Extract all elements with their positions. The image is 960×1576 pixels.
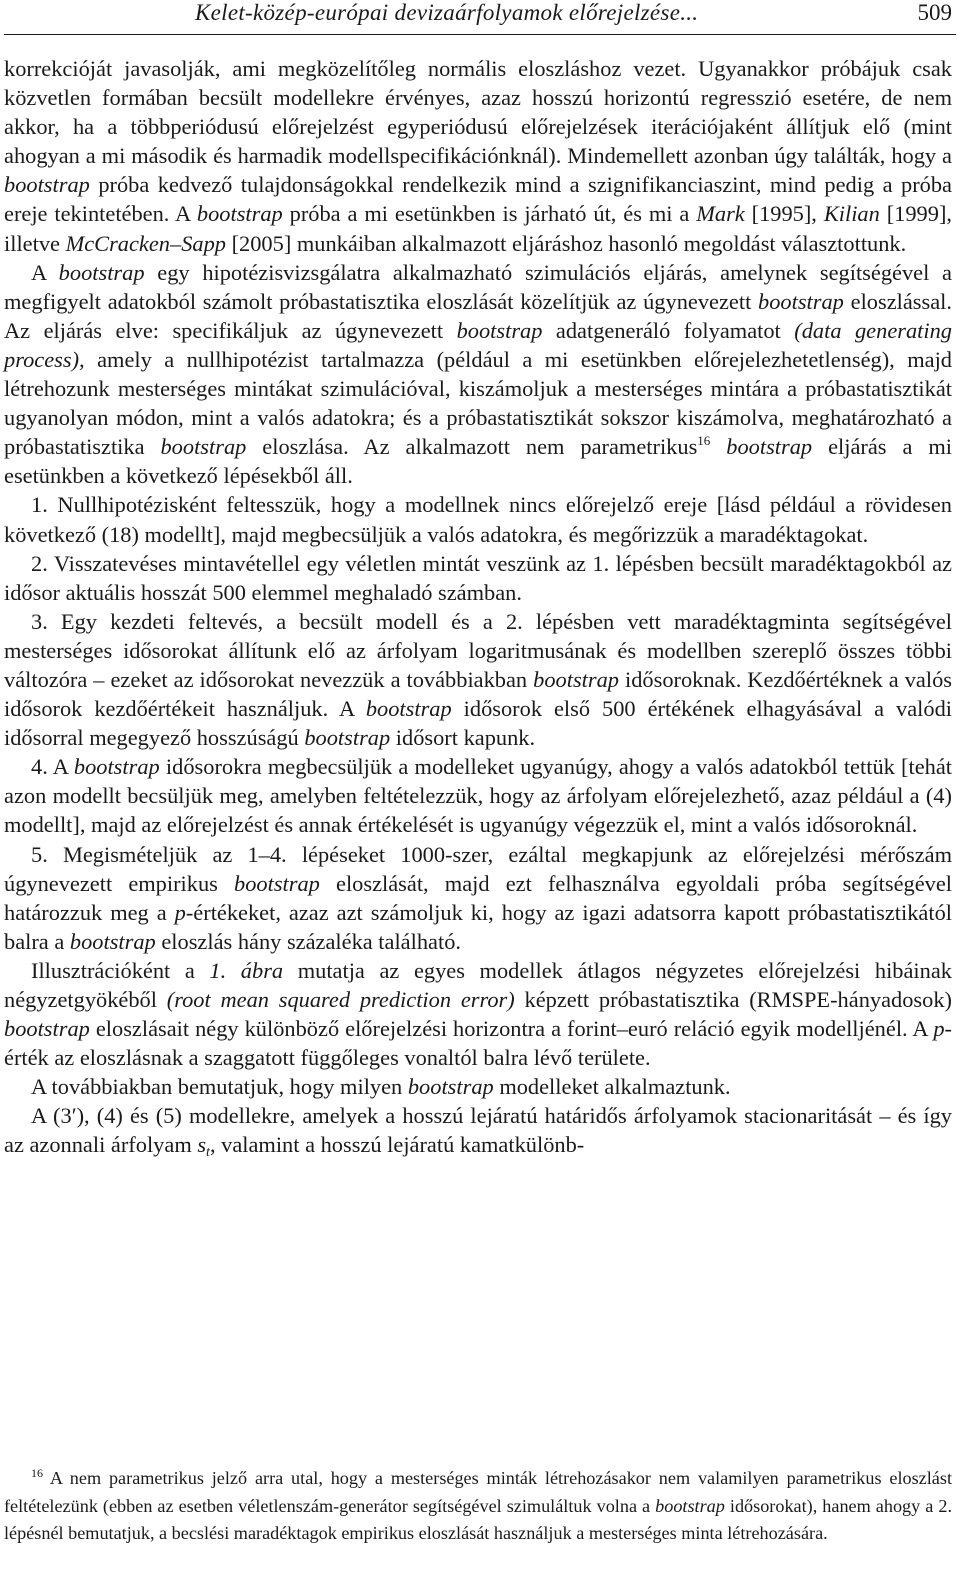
paragraph	[4, 1101, 952, 1159]
text-run: próba kedvező tulajdonságokkal rendelkezik mind a szignifikanciaszint, mind pedig a próba ereje tekintetében. A	[4, 172, 952, 227]
text-run: mutatja az egyes modellek átlagos négyzetes előrejelzési hibáinak négyzetgyökéből	[4, 957, 952, 1012]
footnote-ref: 16	[31, 1466, 43, 1480]
italic-text: bootstrap	[456, 317, 543, 343]
footnote-ref: 16	[697, 433, 711, 449]
text-run: eloszlását, majd ezt felhasználva egyoldali próba segítségével határozzuk meg a	[4, 870, 952, 925]
text-run: eloszlással. Az eljárás elve: specifikáljuk az úgynevezett	[4, 288, 952, 343]
text-run: idősorokra megbecsüljük a modelleket ugyanúgy, ahogy a valós adatokból tettük [tehát azon modellt becsüljük meg, amelyben feltételezzük, hogy az árfolyam előrejelezhető, azaz például a (4) modellt], majd az előrejelzést és annak értékelését is ugyanúgy végezzük el, mint a valós idősoroknál.	[4, 754, 952, 838]
header-rule	[4, 34, 956, 35]
paragraph	[4, 549, 952, 607]
italic-text: t	[206, 1145, 210, 1161]
text-run: A nem parametrikus jelző arra utal, hogy a mesterséges minták létrehozásakor nem valamilyen parametrikus eloszlást feltételezünk (ebben az esetben véletlenszám-generátor segítségével szimuláltuk volna a	[4, 1468, 952, 1516]
text-run: 5. Megismételjük az 1–4. lépéseket 1000-szer, ezáltal megkapjunk az előrejelzési mérőszám úgynevezett empirikus	[4, 841, 952, 896]
text-run: modelleket alkalmaztunk.	[493, 1074, 731, 1100]
italic-text: bootstrap	[533, 666, 619, 692]
paragraph	[4, 258, 952, 491]
text-run: 1. Nullhipotézisként feltesszük, hogy a modellnek nincs előrejelző ereje [lásd például a rövidesen következő (18) modellt], majd megbecsüljük a valós adatokra, és megőrizzük a maradéktagokat.	[4, 492, 952, 547]
paragraph	[4, 1072, 952, 1101]
text-run: Illusztrációként a	[31, 957, 210, 983]
text-run: eloszlása. Az alkalmazott nem parametrikus	[246, 434, 698, 460]
italic-text: s	[197, 1132, 207, 1158]
text-run: 3. Egy kezdeti feltevés, a becsült modell és a 2. lépésben vett maradéktagminta segítségével mesterséges idősorokat állítunk elő az árfolyam logaritmusának és modellben szereplő összes többi változóra – ezeket az idősorokat nevezzük a továbbiakban	[4, 608, 952, 692]
text-run: [1999], illetve	[4, 201, 952, 256]
italic-text: bootstrap	[407, 1074, 494, 1100]
text-run: 2. Visszatevéses mintavétellel egy véletlen mintát veszünk az 1. lépésben becsült maradéktagokból az idősor aktuális hosszát 500 elemmel meghaladó számban.	[4, 550, 952, 605]
body-text	[4, 54, 952, 1160]
text-run: idősoroknak. Kezdőértéknek a valós idősorok kezdőértékeit használjuk. A	[4, 666, 952, 722]
text-run: eloszlásait négy különböző előrejelzési horizontra a forint–euró reláció egyik modelljénél. A	[89, 1016, 934, 1042]
text-run: 4. A	[31, 754, 74, 780]
footnote	[4, 1465, 952, 1548]
italic-text: bootstrap	[196, 201, 283, 227]
italic-text: bootstrap	[726, 434, 813, 460]
italic-text: bootstrap	[73, 754, 160, 780]
text-run: A (3′), (4) és (5) modellekre, amelyek a hosszú lejáratú határidős árfolyamok stacionaritását – és így az azonnali árfolyam	[4, 1103, 952, 1158]
text-run: adatgeneráló folyamatot	[542, 317, 795, 343]
italic-text: bootstrap	[234, 870, 320, 896]
text-run: amely a nullhipotézist tartalmazza (például a mi esetünkben előrejelezhetetlenség), majd létrehozunk mesterséges mintákat szimulációval, kiszámoljuk a mesterséges mintára a próbastatisztikát ugyanolyan módon, mint a valós adatokra; és a próbastatisztikát sokszor kiszámolva, meghatározható a próbastatisztika	[4, 346, 952, 460]
italic-text: McCracken–Sapp	[65, 230, 226, 256]
text-run: -értékeket, azaz azt számoljuk ki, hogy az igazi adatsorra kapott próbastatisztikától balra a	[4, 899, 952, 954]
text-run: , valamint a hosszú lejáratú kamatkülönb-	[209, 1132, 585, 1158]
italic-text: 1. ábra	[209, 957, 284, 983]
text-run: idősorokat), hanem ahogy a 2. lépésnél bemutatjuk, a becslési maradéktagok empirikus eloszlását használjuk a mesterséges minta létrehozására.	[4, 1495, 952, 1544]
text-run	[710, 434, 726, 459]
text-run: eloszlás hány százaléka található.	[155, 928, 461, 954]
text-run: A továbbiakban bemutatjuk, hogy milyen	[31, 1074, 408, 1100]
italic-text: Mark	[696, 201, 745, 227]
italic-text: bootstrap	[304, 725, 391, 751]
italic-text: bootstrap	[4, 172, 90, 198]
italic-text: bootstrap	[160, 434, 247, 460]
text-run: próba a mi esetünkben is járható út, és mi a	[282, 201, 697, 227]
text-run: A	[31, 259, 59, 285]
italic-text: bootstrap	[69, 928, 156, 954]
paragraph	[4, 607, 952, 752]
text-run: idősort kapunk.	[390, 725, 536, 751]
running-title: Kelet-közép-európai devizaárfolyamok előrejelzése...	[195, 0, 699, 25]
text-run: egy hipotézisvizsgálatra alkalmazható szimulációs eljárás, amelynek segítségével a megfigyelt adatokból számolt próbastatisztika eloszlását közelítjük az úgynevezett	[4, 259, 952, 314]
italic-text: bootstrap	[58, 259, 145, 285]
italic-text: bootstrap	[365, 696, 452, 722]
text-run: [1995],	[744, 201, 824, 227]
paragraph	[4, 490, 952, 548]
italic-text: bootstrap	[655, 1495, 725, 1516]
text-run: idősorok első 500 értékének elhagyásával a valódi idősorral megegyező hosszúságú	[4, 696, 952, 751]
footnote-paragraph	[4, 1465, 952, 1548]
text-run: képzett próbastatisztika (RMSPE-hányadosok)	[514, 987, 952, 1012]
paragraph	[4, 752, 952, 839]
paragraph	[4, 54, 952, 258]
italic-text: p	[933, 1016, 945, 1042]
paragraph	[4, 840, 952, 956]
page-number: 509	[917, 0, 952, 25]
text-run: [2005] munkáiban alkalmazott eljáráshoz hasonló megoldást választottunk.	[225, 230, 907, 256]
italic-text: Kilian	[823, 201, 880, 227]
italic-text: bootstrap	[758, 288, 844, 314]
text-run: eljárás a mi esetünkben a következő lépésekből áll.	[4, 434, 952, 489]
paragraph	[4, 956, 952, 1072]
text-run: -érték az eloszlásnak a szaggatott függőleges vonaltól balra lévő területe.	[4, 1016, 952, 1071]
italic-text: p	[174, 899, 186, 925]
running-header	[0, 0, 960, 36]
italic-text: (root mean squared prediction error)	[166, 987, 515, 1012]
italic-text: bootstrap	[4, 1016, 90, 1042]
text-run: korrekcióját javasolják, ami megközelítőleg normális eloszláshoz vezet. Ugyanakkor próbájuk csak közvetlen formában becsült modellekre érvényes, azaz hosszú horizontú regresszió esetére, de nem akkor, ha a többperiódusú előrejelzést egyperiódusú előrejelzések iterációjaként állítjuk elő (mint ahogyan a mi második és harmadik modellspecifikációnknál). Mindemellett azonban úgy találták, hogy a	[4, 56, 952, 169]
italic-text: (data generating process),	[4, 317, 952, 372]
